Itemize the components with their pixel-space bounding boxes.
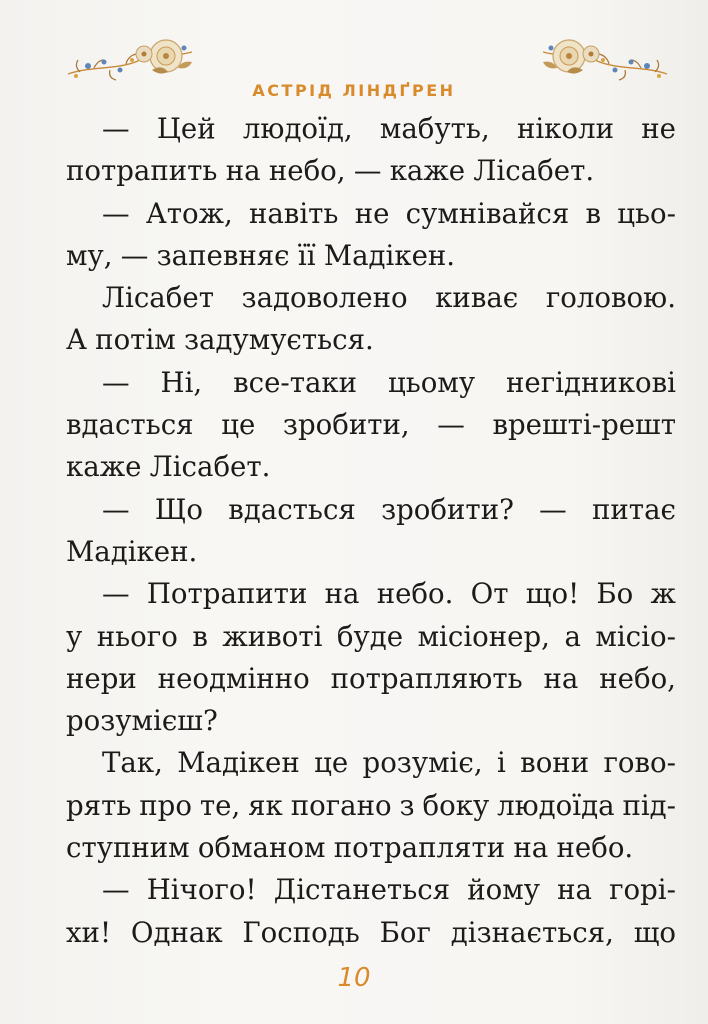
text-word: з	[399, 788, 415, 822]
text-word: те,	[199, 788, 241, 822]
text-word: навіть	[248, 196, 339, 230]
text-word: це	[221, 408, 256, 442]
text-word: потрапить	[66, 154, 218, 188]
text-word: рять	[66, 788, 132, 822]
text-word: що	[633, 915, 676, 949]
text-word: —	[353, 154, 382, 188]
text-word: Лісабет	[102, 281, 214, 315]
text-word: неодмінно	[157, 661, 310, 695]
text-word: хи!	[66, 915, 112, 949]
text-word: Лісабет.	[149, 450, 271, 484]
text-word: зробити,	[282, 408, 410, 442]
text-word: все-таки	[233, 365, 358, 399]
text-word: —	[102, 365, 130, 399]
text-word: каже	[389, 154, 466, 188]
page-number: 10	[337, 963, 371, 993]
body-text	[66, 108, 676, 954]
text-word: Однак	[130, 915, 223, 949]
text-line	[66, 150, 676, 192]
text-line	[66, 742, 676, 784]
text-line	[66, 700, 676, 742]
text-line	[66, 912, 676, 954]
text-word: питає	[592, 492, 676, 526]
text-line	[66, 446, 676, 488]
text-line	[66, 785, 676, 827]
text-word: людоїда	[497, 788, 615, 822]
text-line	[66, 193, 676, 235]
text-word: дізнається,	[450, 915, 614, 949]
text-word: ніколи	[516, 112, 614, 145]
text-word: не	[354, 196, 390, 230]
text-word: в	[192, 619, 208, 653]
text-word: —	[120, 238, 149, 272]
text-line	[66, 869, 676, 911]
text-word: йому	[467, 873, 540, 907]
text-word: мабуть,	[379, 112, 490, 145]
text-word: киває	[435, 281, 519, 315]
text-word: От	[470, 577, 509, 611]
text-word: цьо-	[617, 196, 676, 230]
page-header	[0, 30, 708, 100]
text-word: Нічого!	[146, 873, 257, 907]
text-word: погано	[290, 788, 392, 822]
text-word: небо.	[376, 577, 454, 611]
text-word: місіо-	[595, 619, 676, 653]
text-line	[66, 362, 676, 404]
text-word: у	[66, 619, 83, 653]
text-word: обманом	[197, 831, 326, 865]
text-word: буде	[336, 619, 404, 653]
text-word: Так,	[102, 746, 163, 780]
text-word: врешті-решт	[492, 408, 676, 442]
text-word: —	[437, 408, 465, 442]
text-word: —	[102, 196, 130, 230]
text-word: —	[102, 112, 130, 145]
text-word: її	[297, 238, 316, 272]
text-word: задумується.	[184, 323, 374, 357]
text-word: і	[496, 746, 506, 780]
floral-ornament-right-icon	[535, 30, 675, 90]
text-word: не	[641, 112, 676, 145]
text-word: в	[585, 196, 602, 230]
text-word: що!	[525, 577, 580, 611]
text-word: Мадікен.	[323, 238, 456, 272]
text-word: на	[324, 577, 360, 611]
text-word: ж	[650, 577, 676, 611]
text-word: небо,	[599, 661, 676, 695]
text-word: —	[102, 492, 130, 526]
text-word: вдасться	[66, 408, 194, 442]
text-word: на	[557, 873, 592, 907]
text-word: як	[248, 788, 283, 822]
text-word: животі	[222, 619, 323, 653]
text-word: запевняє	[156, 238, 290, 272]
text-word: під-	[622, 788, 676, 822]
text-word: на	[225, 154, 261, 188]
text-word: Бог	[379, 915, 431, 949]
text-word: А	[66, 323, 87, 357]
text-word: Господь	[242, 915, 360, 949]
text-line	[66, 235, 676, 277]
text-line	[66, 489, 676, 531]
text-word: негідникові	[505, 365, 676, 399]
text-word: Ні,	[160, 365, 203, 399]
text-word: задоволено	[241, 281, 408, 315]
text-word: потім	[95, 323, 176, 357]
text-word: вони	[520, 746, 590, 780]
text-word: Дістанеться	[273, 873, 451, 907]
text-word: на	[513, 831, 549, 865]
text-line	[66, 108, 676, 150]
text-line	[66, 319, 676, 361]
text-word: Бо	[596, 577, 634, 611]
text-word: горі-	[609, 873, 676, 907]
text-line	[66, 404, 676, 446]
text-word: каже	[66, 450, 142, 484]
text-line	[66, 827, 676, 869]
text-word: боку	[422, 788, 490, 822]
text-line	[66, 658, 676, 700]
text-word: —	[102, 873, 130, 907]
text-word: розуміє,	[362, 746, 483, 780]
text-word: потрапляти	[333, 831, 506, 865]
text-word: Цей	[156, 112, 216, 145]
text-line	[66, 616, 676, 658]
text-word: вдасться	[228, 492, 356, 526]
text-word: місіонер,	[417, 619, 550, 653]
text-word: —	[102, 577, 130, 611]
text-word: —	[539, 492, 567, 526]
text-word: Мадікен	[177, 746, 300, 780]
text-word: му,	[66, 238, 113, 272]
text-word: це	[314, 746, 349, 780]
text-word: а	[564, 619, 581, 653]
text-word: сумнівайся	[405, 196, 570, 230]
text-line	[66, 277, 676, 319]
text-word: нери	[66, 661, 137, 695]
text-word: головою.	[545, 281, 676, 315]
text-word: про	[139, 788, 192, 822]
text-word: гово-	[603, 746, 676, 780]
text-word: Атож,	[145, 196, 233, 230]
text-word: Потрапити	[146, 577, 308, 611]
text-word: зробити?	[381, 492, 514, 526]
text-word: нього	[96, 619, 178, 653]
text-word: ступним	[66, 831, 190, 865]
text-word: розумієш?	[66, 704, 218, 738]
text-word: небо,	[268, 154, 346, 188]
text-word: небо.	[556, 831, 634, 865]
text-line	[66, 573, 676, 615]
text-word: цьому	[387, 365, 476, 399]
text-word: людоїд,	[242, 112, 353, 145]
text-line	[66, 531, 676, 573]
running-head-author: АСТРІД ЛІНДҐРЕН	[252, 81, 456, 100]
text-word: потрапляють	[330, 661, 523, 695]
text-word: Мадікен.	[66, 534, 198, 568]
text-word: на	[543, 661, 579, 695]
text-word: Лісабет.	[473, 154, 595, 188]
text-word: Що	[154, 492, 203, 526]
